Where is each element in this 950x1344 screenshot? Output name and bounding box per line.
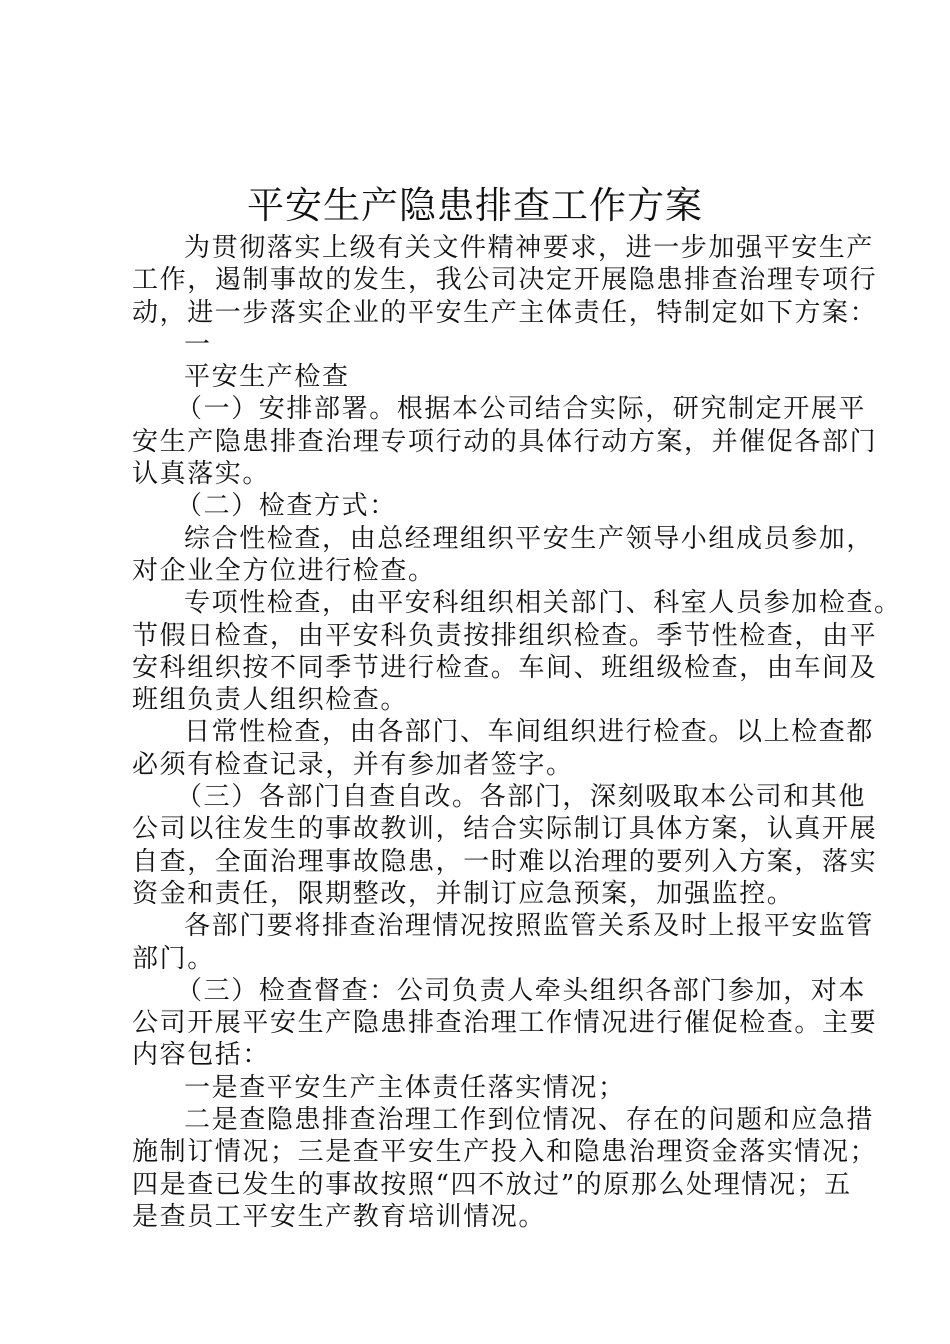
paragraph-line: 一是查平安生产主体责任落实情况； xyxy=(184,1072,626,1103)
paragraph-line: （三）检查督查：公司负责人牵头组织各部门参加，对本 xyxy=(176,975,867,1006)
paragraph-line: （一）安排部署。根据本公司结合实际，研究制定开展平 xyxy=(176,394,867,425)
paragraph-line: 四是查已发生的事故按照“四不放过”的原那么处理情况；五 xyxy=(132,1169,852,1200)
paragraph-line: 班组负责人组织检查。 xyxy=(132,685,409,716)
document-body xyxy=(132,232,902,1233)
paragraph-line: 公司开展平安生产隐患排查治理工作情况进行催促检查。主要 xyxy=(132,1008,878,1039)
paragraph-line: 施制订情况；三是查平安生产投入和隐患治理资金落实情况； xyxy=(132,1137,878,1168)
paragraph-line: 二是查隐患排查治理工作到位情况、存在的问题和应急措 xyxy=(184,1105,875,1136)
paragraph-line: 安生产隐患排查治理专项行动的具体行动方案，并催促各部门 xyxy=(132,426,878,457)
paragraph-line: 综合性检查，由总经理组织平安生产领导小组成员参加， xyxy=(184,523,875,554)
paragraph-line: 安科组织按不同季节进行检查。车间、班组级检查，由车间及 xyxy=(132,652,878,683)
section-heading: 平安生产检查 xyxy=(184,362,350,393)
paragraph-line: （三）各部门自查自改。各部门，深刻吸取本公司和其他 xyxy=(176,782,867,813)
paragraph-line: 专项性检查，由平安科组织相关部门、科室人员参加检查。 xyxy=(184,588,902,619)
paragraph-line: 内容包括： xyxy=(132,1040,271,1071)
paragraph-line: 公司以往发生的事故教训，结合实际制订具体方案，认真开展 xyxy=(132,814,878,845)
paragraph-line: 部门。 xyxy=(132,943,215,974)
paragraph-line: 认真落实。 xyxy=(132,459,271,490)
paragraph-line: 工作，遏制事故的发生，我公司决定开展隐患排查治理专项行 xyxy=(132,265,878,296)
paragraph-line: 资金和责任，限期整改，并制订应急预案，加强监控。 xyxy=(132,878,795,909)
paragraph-line: 各部门要将排查治理情况按照监管关系及时上报平安监管 xyxy=(184,911,875,942)
paragraph-line: 自查，全面治理事故隐患，一时难以治理的要列入方案，落实 xyxy=(132,846,878,877)
paragraph-line: 节假日检查，由平安科负责按排组织检查。季节性检查，由平 xyxy=(132,620,878,651)
document-title: 平安生产隐患排查工作方案 xyxy=(247,184,703,227)
section-number: 一 xyxy=(184,329,212,360)
paragraph-line: 为贯彻落实上级有关文件精神要求，进一步加强平安生产 xyxy=(184,233,875,263)
paragraph-line: 对企业全方位进行检查。 xyxy=(132,555,436,586)
paragraph-line: 动，进一步落实企业的平安生产主体责任，特制定如下方案： xyxy=(132,297,878,328)
paragraph-line: （二）检查方式： xyxy=(176,491,397,522)
paragraph-line: 必须有检查记录，并有参加者签字。 xyxy=(132,749,574,780)
paragraph-line: 是查员工平安生产教育培训情况。 xyxy=(132,1201,547,1232)
paragraph-line: 日常性检查，由各部门、车间组织进行检查。以上检查都 xyxy=(184,717,875,748)
